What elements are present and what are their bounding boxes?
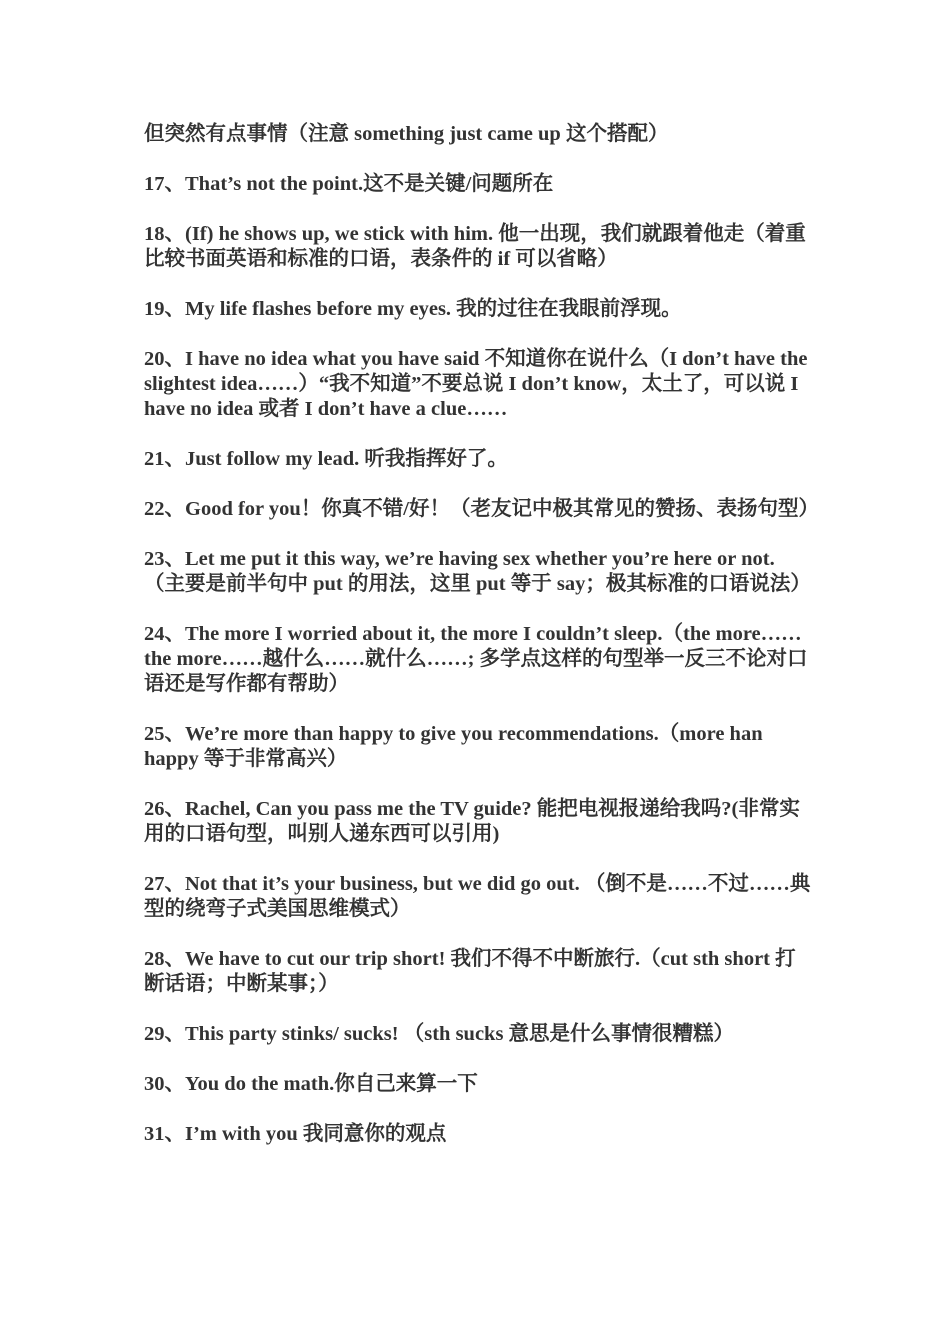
paragraph: 20、I have no idea what you have said 不知道你在说什么（I don’t have the slightest idea……）“我不知道”不要总说 I don’t know，太土了，可以说 I have no idea 或者 I don’t have a clue……	[144, 348, 808, 420]
paragraph: 27、Not that it’s your business, but we did go out. （倒不是……不过……典型的绕弯子式美国思维模式）	[144, 873, 811, 920]
document-body	[144, 122, 819, 1172]
paragraph: 21、Just follow my lead. 听我指挥好了。	[144, 448, 508, 470]
paragraph: 30、You do the math.你自己来算一下	[144, 1073, 478, 1095]
paragraph: 29、This party stinks/ sucks! （sth sucks 意思是什么事情很糟糕）	[144, 1023, 735, 1045]
paragraph: 22、Good for you！你真不错/好！（老友记中极其常见的赞扬、表扬句型）	[144, 498, 819, 520]
paragraph: 但突然有点事情（注意 something just came up 这个搭配）	[144, 123, 669, 145]
paragraph: 31、I’m with you 我同意你的观点	[144, 1123, 447, 1145]
paragraph: 26、Rachel, Can you pass me the TV guide? 能把电视报递给我吗?(非常实用的口语句型，叫别人递东西可以引用)	[144, 798, 800, 845]
paragraph: 23、Let me put it this way, we’re having sex whether you’re here or not.（主要是前半句中 put 的用法，这里 put 等于 say；极其标准的口语说法）	[144, 548, 811, 595]
paragraph: 25、We’re more than happy to give you recommendations.（more han happy 等于非常高兴）	[144, 723, 763, 770]
paragraph: 18、(If) he shows up, we stick with him. 他一出现，我们就跟着他走（着重比较书面英语和标准的口语，表条件的 if 可以省略）	[144, 223, 806, 270]
paragraph: 17、That’s not the point.这不是关键/问题所在	[144, 173, 554, 195]
paragraph: 24、The more I worried about it, the more I couldn’t sleep.（the more……the more……越什么……就什么……; 多学点这样的句型举一反三不论对口语还是写作都有帮助）	[144, 623, 808, 695]
paragraph: 28、We have to cut our trip short! 我们不得不中断旅行.（cut sth short 打断话语；中断某事；）	[144, 948, 796, 995]
paragraph: 19、My life flashes before my eyes. 我的过往在我眼前浮现。	[144, 298, 682, 320]
